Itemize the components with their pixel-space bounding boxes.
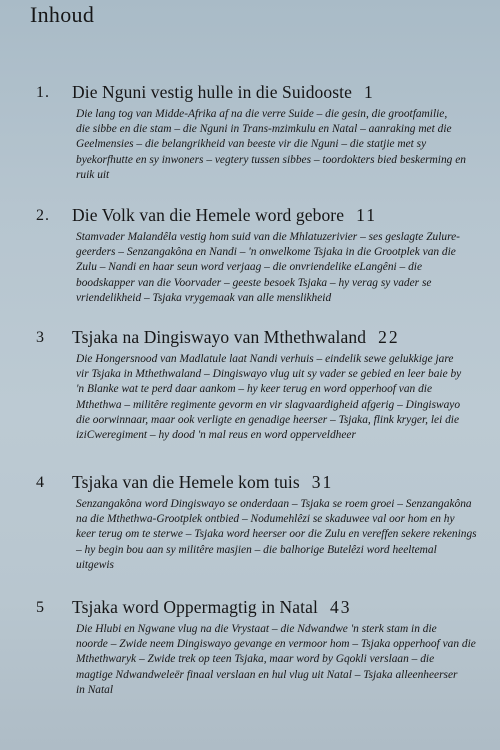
- summary-line: Senzangakôna word Dingiswayo se onderdaan – Tsjaka se roem groei – Senzangakôna: [76, 498, 472, 510]
- chapter-heading: [0, 472, 500, 500]
- summary-line: Die lang tog van Midde-Afrika af na die verre Suide – die gesin, die grootfamilie,: [76, 108, 448, 120]
- summary-line: keer terug om te sterwe – Tsjaka word heerser oor die Zulu en vereffen sekere rekenings: [76, 528, 477, 541]
- chapter-title: [72, 327, 400, 348]
- chapter-page-number: 22: [378, 327, 400, 347]
- chapter-summary: [76, 497, 477, 573]
- chapter-title: [72, 472, 333, 493]
- summary-line: byekorfhutte en sy inwoners – vegtery tussen sibbes – toordokters bied beskerming en: [76, 153, 466, 166]
- summary-line: Zulu – Nandi en haar seun word verjaag – die onvriendelike eLangêni – die: [76, 261, 422, 274]
- summary-line: iziCweregiment – hy dood 'n mal reus en word opperveldheer: [76, 429, 356, 442]
- chapter-heading: [0, 82, 500, 110]
- chapter-title-text: Tsjaka word Oppermagtig in Natal: [72, 597, 318, 617]
- summary-line: boodskapper van die Voorvader – geeste besoek Tsjaka – hy verag sy vader se: [76, 276, 432, 289]
- summary-line: ruik uit: [76, 168, 110, 181]
- summary-line: in Natal: [76, 683, 114, 696]
- summary-line: vriendelikheid – Tsjaka vrygemaak van alle menslikheid: [76, 291, 332, 304]
- summary-line: 'n Blanke wat te perd daar aankom – hy keer terug en word opperhoof van die: [76, 383, 433, 396]
- page-title: Inhoud: [30, 2, 95, 27]
- chapter-number: 2.: [36, 207, 50, 224]
- summary-line: magtige Ndwandweleër finaal verslaan en hul vlug uit Natal – Tsjaka alleenheerser: [76, 668, 458, 681]
- summary-line: Mthethwaryk – Zwide trek op teen Tsjaka, maar word by Gqokli verslaan – die: [76, 653, 435, 666]
- chapter-heading: [0, 205, 500, 233]
- chapter-entry-5: [0, 597, 500, 696]
- chapter-title-text: Die Nguni vestig hulle in die Suidooste: [72, 82, 352, 102]
- chapter-title: [72, 82, 375, 103]
- summary-line: die sibbe en die stam – die Nguni in Trans-mzimkulu en Natal – aanraking met die: [76, 123, 452, 136]
- chapter-summary: [76, 107, 466, 183]
- summary-line: vir Tsjaka in Mthethwaland – Dingiswayo vlug uit sy vader se gebied en leer baie by: [76, 368, 462, 381]
- chapter-entry-3: [0, 327, 500, 442]
- chapter-title-text: Die Volk van die Hemele word gebore: [72, 205, 345, 225]
- summary-line: Mthethwa – militêre regimente gevorm en vir slagvaardigheid afgerig – Dingiswayo: [76, 398, 461, 411]
- chapter-number: 4: [36, 474, 45, 491]
- summary-line: – hy begin bou aan sy militêre masjien – die balhorige Butelêzi word heeltemal: [76, 543, 437, 556]
- chapter-number: 3: [36, 329, 45, 346]
- summary-line: Die Hlubi en Ngwane vlug na die Vrystaat – die Ndwandwe 'n sterk stam in die: [76, 623, 437, 635]
- chapter-entry-1: [0, 82, 500, 181]
- chapter-entry-4: [0, 472, 500, 571]
- chapter-number: 5: [36, 599, 45, 616]
- chapter-heading: [0, 327, 500, 355]
- summary-line: geerders – Senzangakôna en Nandi – 'n onwelkome Tsjaka in die Grootplek van die: [76, 246, 456, 259]
- chapter-title: [72, 597, 351, 618]
- summary-line: na die Mthethwa-Grootplek ontbied – Nodumehlêzi se skaduwee val oor hom en hy: [76, 513, 455, 526]
- chapter-entry-2: [0, 205, 500, 304]
- summary-line: Stamvader Malandêla vestig hom suid van die Mhlatuzerivier – ses geslagte Zulure-: [76, 231, 460, 243]
- chapter-number: 1.: [36, 84, 50, 101]
- chapter-heading: [0, 597, 500, 625]
- chapter-summary: [76, 352, 461, 443]
- chapter-title: [72, 205, 377, 226]
- chapter-page-number: 1: [364, 82, 375, 102]
- chapter-page-number: 43: [329, 597, 352, 617]
- chapter-summary: [76, 230, 460, 306]
- chapter-title-text: Tsjaka na Dingiswayo van Mthethwaland: [72, 327, 367, 347]
- summary-line: Geelmensies – die belangrikheid van beeste vir die Nguni – die statjie met sy: [76, 138, 427, 151]
- chapter-title-text: Tsjaka van die Hemele kom tuis: [72, 472, 300, 492]
- summary-line: Die Hongersnood van Madlatule laat Nandi verhuis – eindelik sewe gelukkige jare: [76, 353, 454, 365]
- summary-line: uitgewis: [76, 558, 114, 571]
- chapter-summary: [76, 622, 476, 698]
- chapter-page-number: 31: [311, 472, 334, 492]
- summary-line: die oorwinnaar, maar ook verligte en genadige heerser – Tsjaka, flink kryger, lei die: [76, 413, 460, 426]
- summary-line: noorde – Zwide neem Dingiswayo gevange en vermoor hom – Tsjaka opperhoof van die: [76, 638, 476, 651]
- chapter-page-number: 11: [356, 205, 377, 225]
